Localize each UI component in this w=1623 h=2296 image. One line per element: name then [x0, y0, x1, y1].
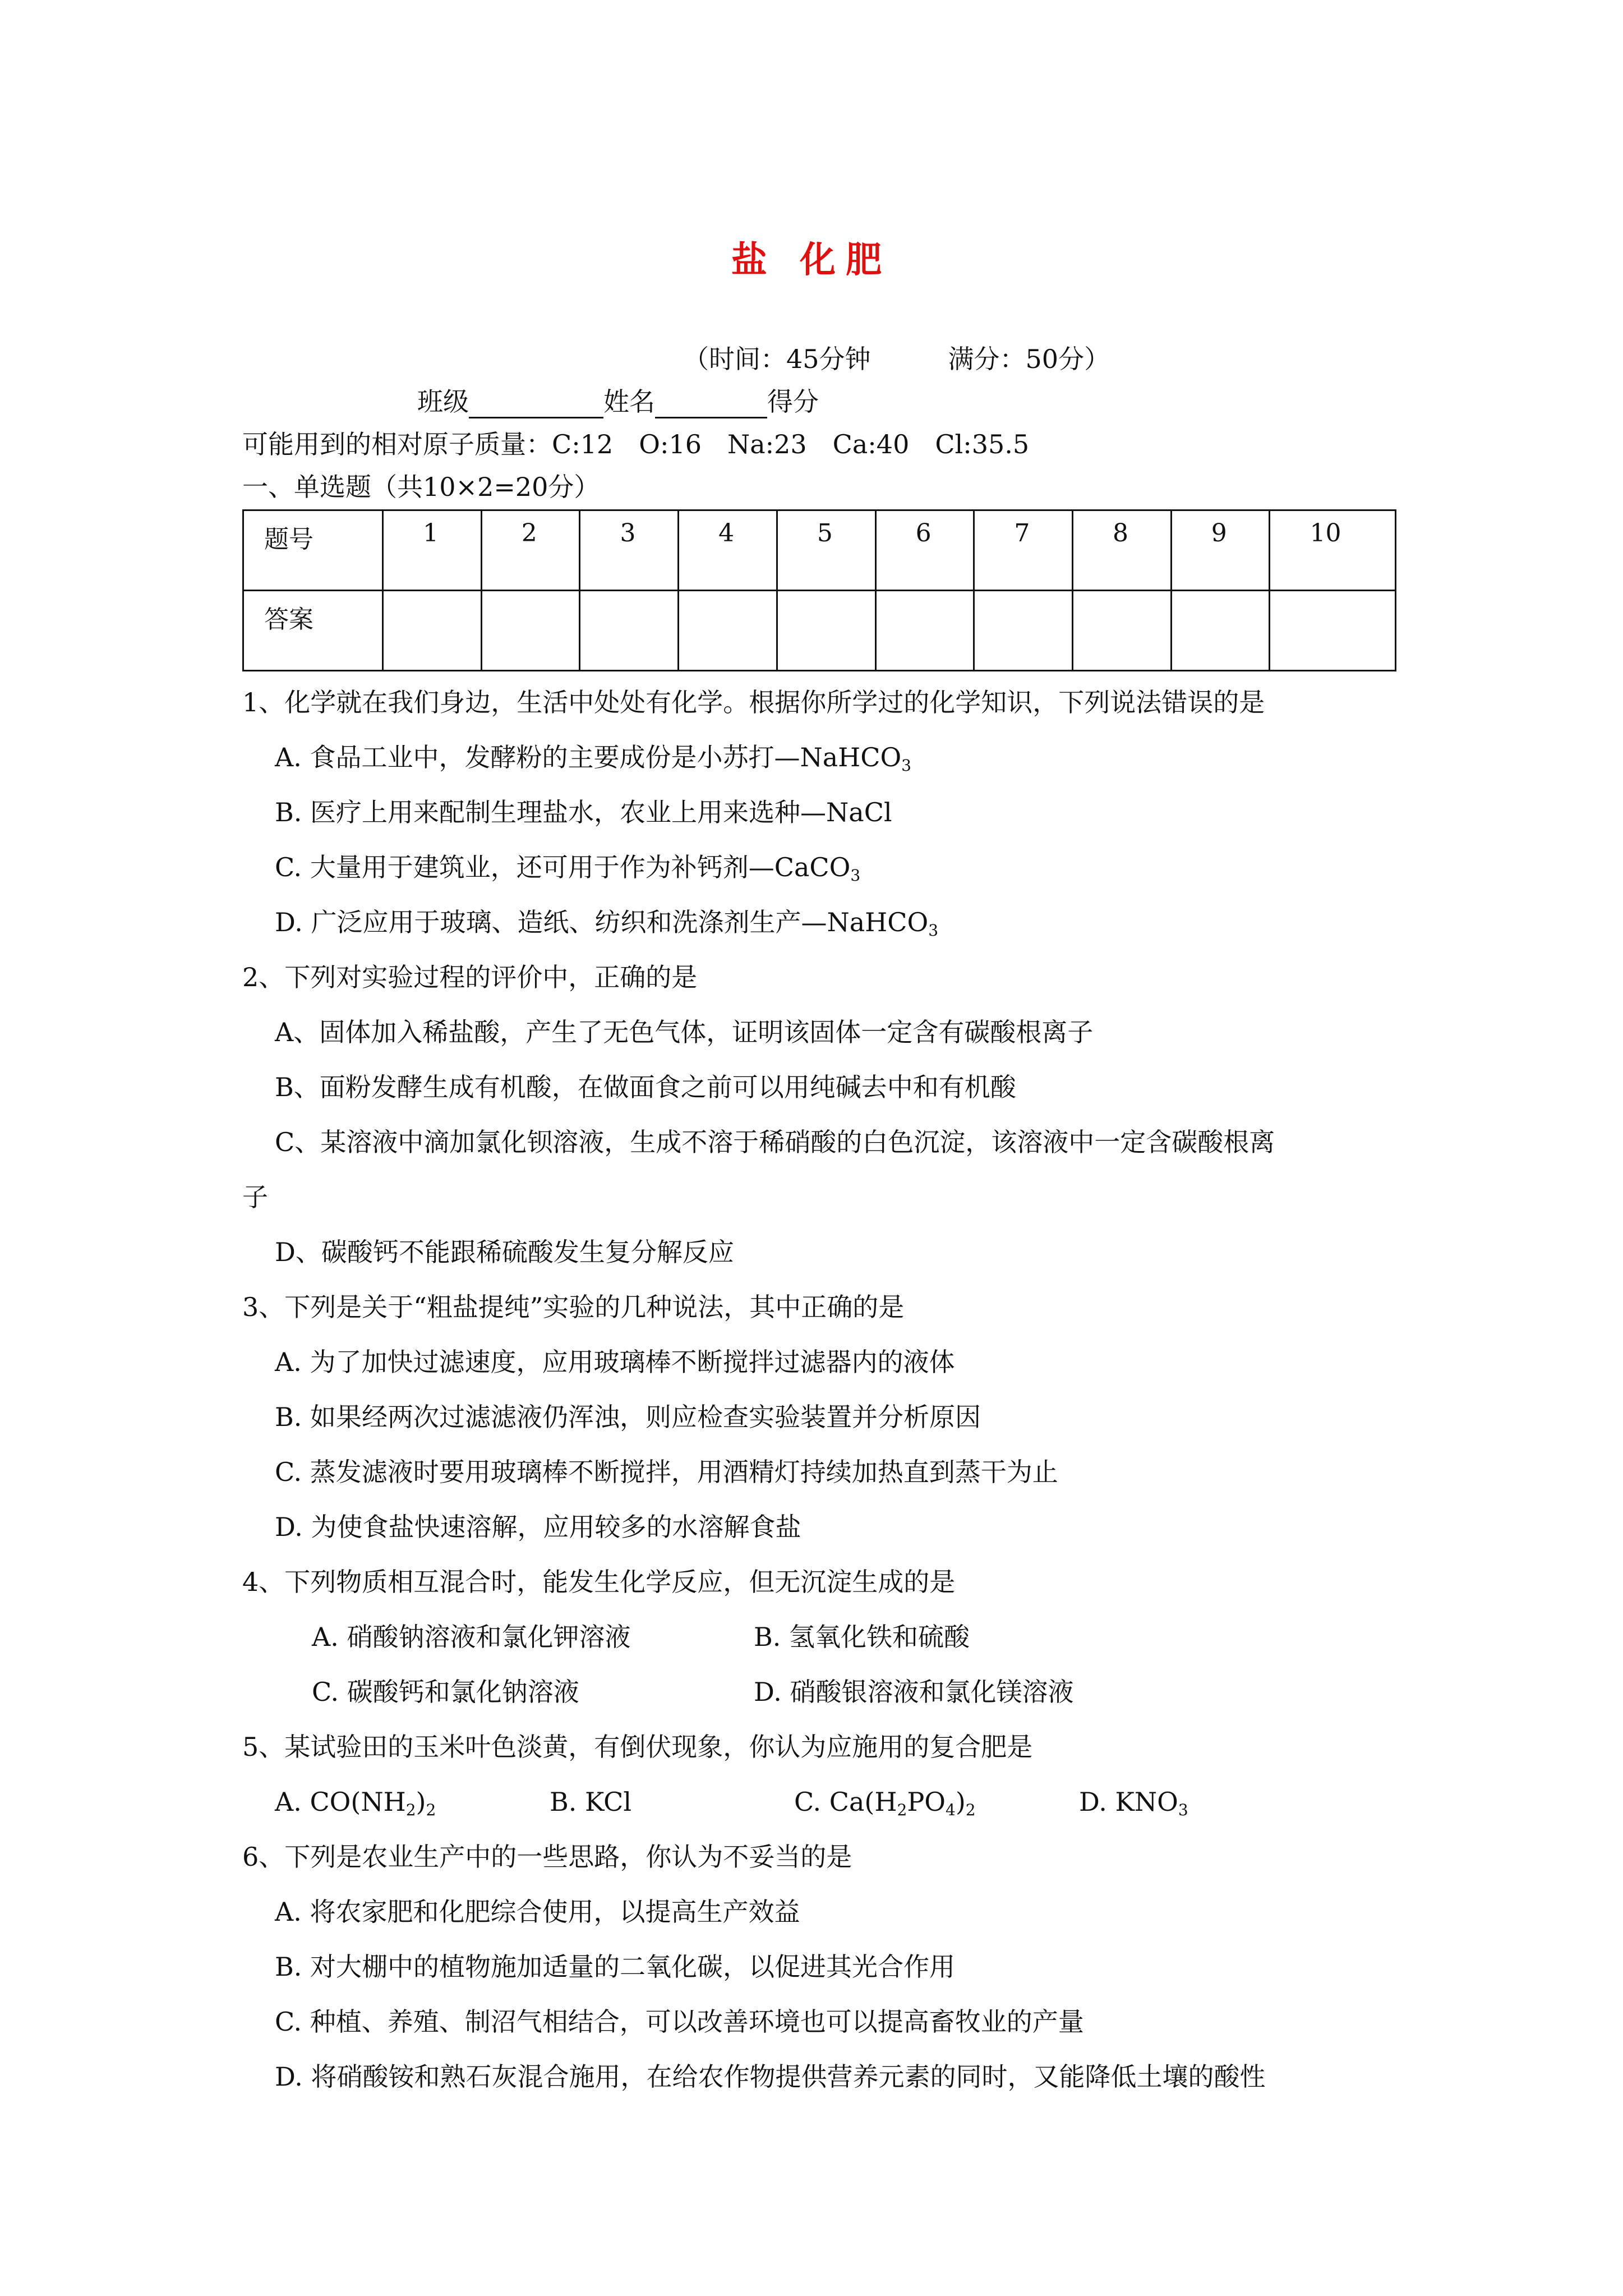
question-2-option-b: B、面粉发酵生成有机酸，在做面食之前可以用纯碱去中和有机酸 — [275, 1072, 1016, 1102]
question-5-option-c: C. $Ca(H_2PO_4)_2$ — [794, 1787, 976, 1819]
question-6-option-a: A. 将农家肥和化肥综合使用，以提高生产效益 — [275, 1897, 800, 1927]
question-3-option-c: C. 蒸发滤液时要用玻璃棒不断搅拌，用酒精灯持续加热直到蒸干为止 — [275, 1457, 1058, 1487]
answer-cell — [974, 591, 1073, 671]
time-score-info: （时间：45分钟 满分：50分） — [683, 344, 1110, 374]
question-5-option-d: D. $KNO_3$ — [1079, 1787, 1188, 1819]
table-cell: 7 — [974, 510, 1073, 591]
question-1-option-d: D. 广泛应用于玻璃、造纸、纺织和洗涤剂生产—NaHCO$_3$ — [275, 907, 939, 940]
name-label: 姓名 — [603, 386, 655, 417]
answer-cell — [481, 591, 580, 671]
table-row — [243, 510, 1396, 591]
question-1-option-a: A. 食品工业中，发酵粉的主要成份是小苏打—NaHCO$_3$ — [275, 742, 911, 775]
question-4-option-d: D. 硝酸银溶液和氯化镁溶液 — [754, 1677, 1074, 1707]
question-6-stem: 6、下列是农业生产中的一些思路，你认为不妥当的是 — [242, 1842, 852, 1872]
question-6-option-d: D. 将硝酸铵和熟石灰混合施用，在给农作物提供营养元素的同时，又能降低土壤的酸性 — [275, 2062, 1266, 2092]
table-cell: 1 — [383, 510, 482, 591]
answer-cell — [1270, 591, 1396, 671]
question-6-option-c: C. 种植、养殖、制沼气相结合，可以改善环境也可以提高畜牧业的产量 — [275, 2007, 1084, 2037]
table-cell: 2 — [481, 510, 580, 591]
table-cell: 5 — [777, 510, 875, 591]
table-cell: 6 — [875, 510, 974, 591]
question-5-option-a: A. $CO(NH_2)_2$ — [275, 1787, 436, 1819]
question-2-option-c: C、某溶液中滴加氯化钡溶液，生成不溶于稀硝酸的白色沉淀，该溶液中一定含碳酸根离 — [275, 1127, 1275, 1157]
table-row — [243, 591, 1396, 671]
question-3-option-a: A. 为了加快过滤速度，应用玻璃棒不断搅拌过滤器内的液体 — [275, 1347, 955, 1377]
name-blank — [655, 388, 767, 418]
question-1-stem: 1、化学就在我们身边，生活中处处有化学。根据你所学过的化学知识，下列说法错误的是 — [242, 687, 1265, 717]
question-6-option-b: B. 对大棚中的植物施加适量的二氧化碳，以促进其光合作用 — [275, 1952, 956, 1982]
question-5-option-b: B. KCl — [550, 1787, 632, 1817]
answer-cell — [1171, 591, 1270, 671]
question-3-stem: 3、下列是关于“粗盐提纯”实验的几种说法，其中正确的是 — [242, 1292, 905, 1322]
class-blank — [469, 388, 603, 418]
answer-cell — [383, 591, 482, 671]
student-info-line — [417, 385, 819, 418]
question-4-option-c: C. 碳酸钙和氯化钠溶液 — [312, 1677, 579, 1707]
question-4-option-a: A. 硝酸钠溶液和氯化钾溶液 — [312, 1622, 631, 1652]
answer-cell — [875, 591, 974, 671]
class-label: 班级 — [417, 386, 469, 417]
question-4-option-b: B. 氢氧化铁和硫酸 — [754, 1622, 970, 1652]
question-1-option-c: C. 大量用于建筑业，还可用于作为补钙剂—CaCO$_3$ — [275, 852, 861, 885]
page-title: 盐 化肥 — [731, 239, 892, 281]
section1-heading: 一、单选题（共10×2=20分） — [242, 472, 600, 502]
question-3-option-d: D. 为使食盐快速溶解，应用较多的水溶解食盐 — [275, 1512, 801, 1542]
question-2-option-a: A、固体加入稀盐酸，产生了无色气体，证明该固体一定含有碳酸根离子 — [275, 1017, 1094, 1047]
question-2-stem: 2、下列对实验过程的评价中，正确的是 — [242, 962, 698, 992]
question-5-stem: 5、某试验田的玉米叶色淡黄，有倒伏现象，你认为应施用的复合肥是 — [242, 1732, 1033, 1762]
question-2-option-c-cont: 子 — [242, 1182, 268, 1212]
score-label: 得分 — [767, 386, 819, 417]
question-3-option-b: B. 如果经两次过滤滤液仍浑浊，则应检查实验装置并分析原因 — [275, 1402, 981, 1432]
table-cell: 10 — [1270, 510, 1396, 591]
answer-table — [242, 509, 1396, 671]
row-label-number: 题号 — [243, 510, 383, 591]
table-cell: 8 — [1073, 510, 1172, 591]
atomic-masses: 可能用到的相对原子质量：C:12 O:16 Na:23 Ca:40 Cl:35.5 — [242, 429, 1030, 459]
question-2-option-d: D、碳酸钙不能跟稀硫酸发生复分解反应 — [275, 1237, 734, 1267]
answer-cell — [1073, 591, 1172, 671]
table-cell: 9 — [1171, 510, 1270, 591]
table-cell: 3 — [580, 510, 679, 591]
answer-cell — [580, 591, 679, 671]
answer-cell — [679, 591, 777, 671]
question-4-stem: 4、下列物质相互混合时，能发生化学反应，但无沉淀生成的是 — [242, 1567, 956, 1597]
row-label-answer: 答案 — [243, 591, 383, 671]
question-1-option-b: B. 医疗上用来配制生理盐水，农业上用来选种—NaCl — [275, 797, 892, 827]
answer-cell — [777, 591, 875, 671]
table-cell: 4 — [679, 510, 777, 591]
